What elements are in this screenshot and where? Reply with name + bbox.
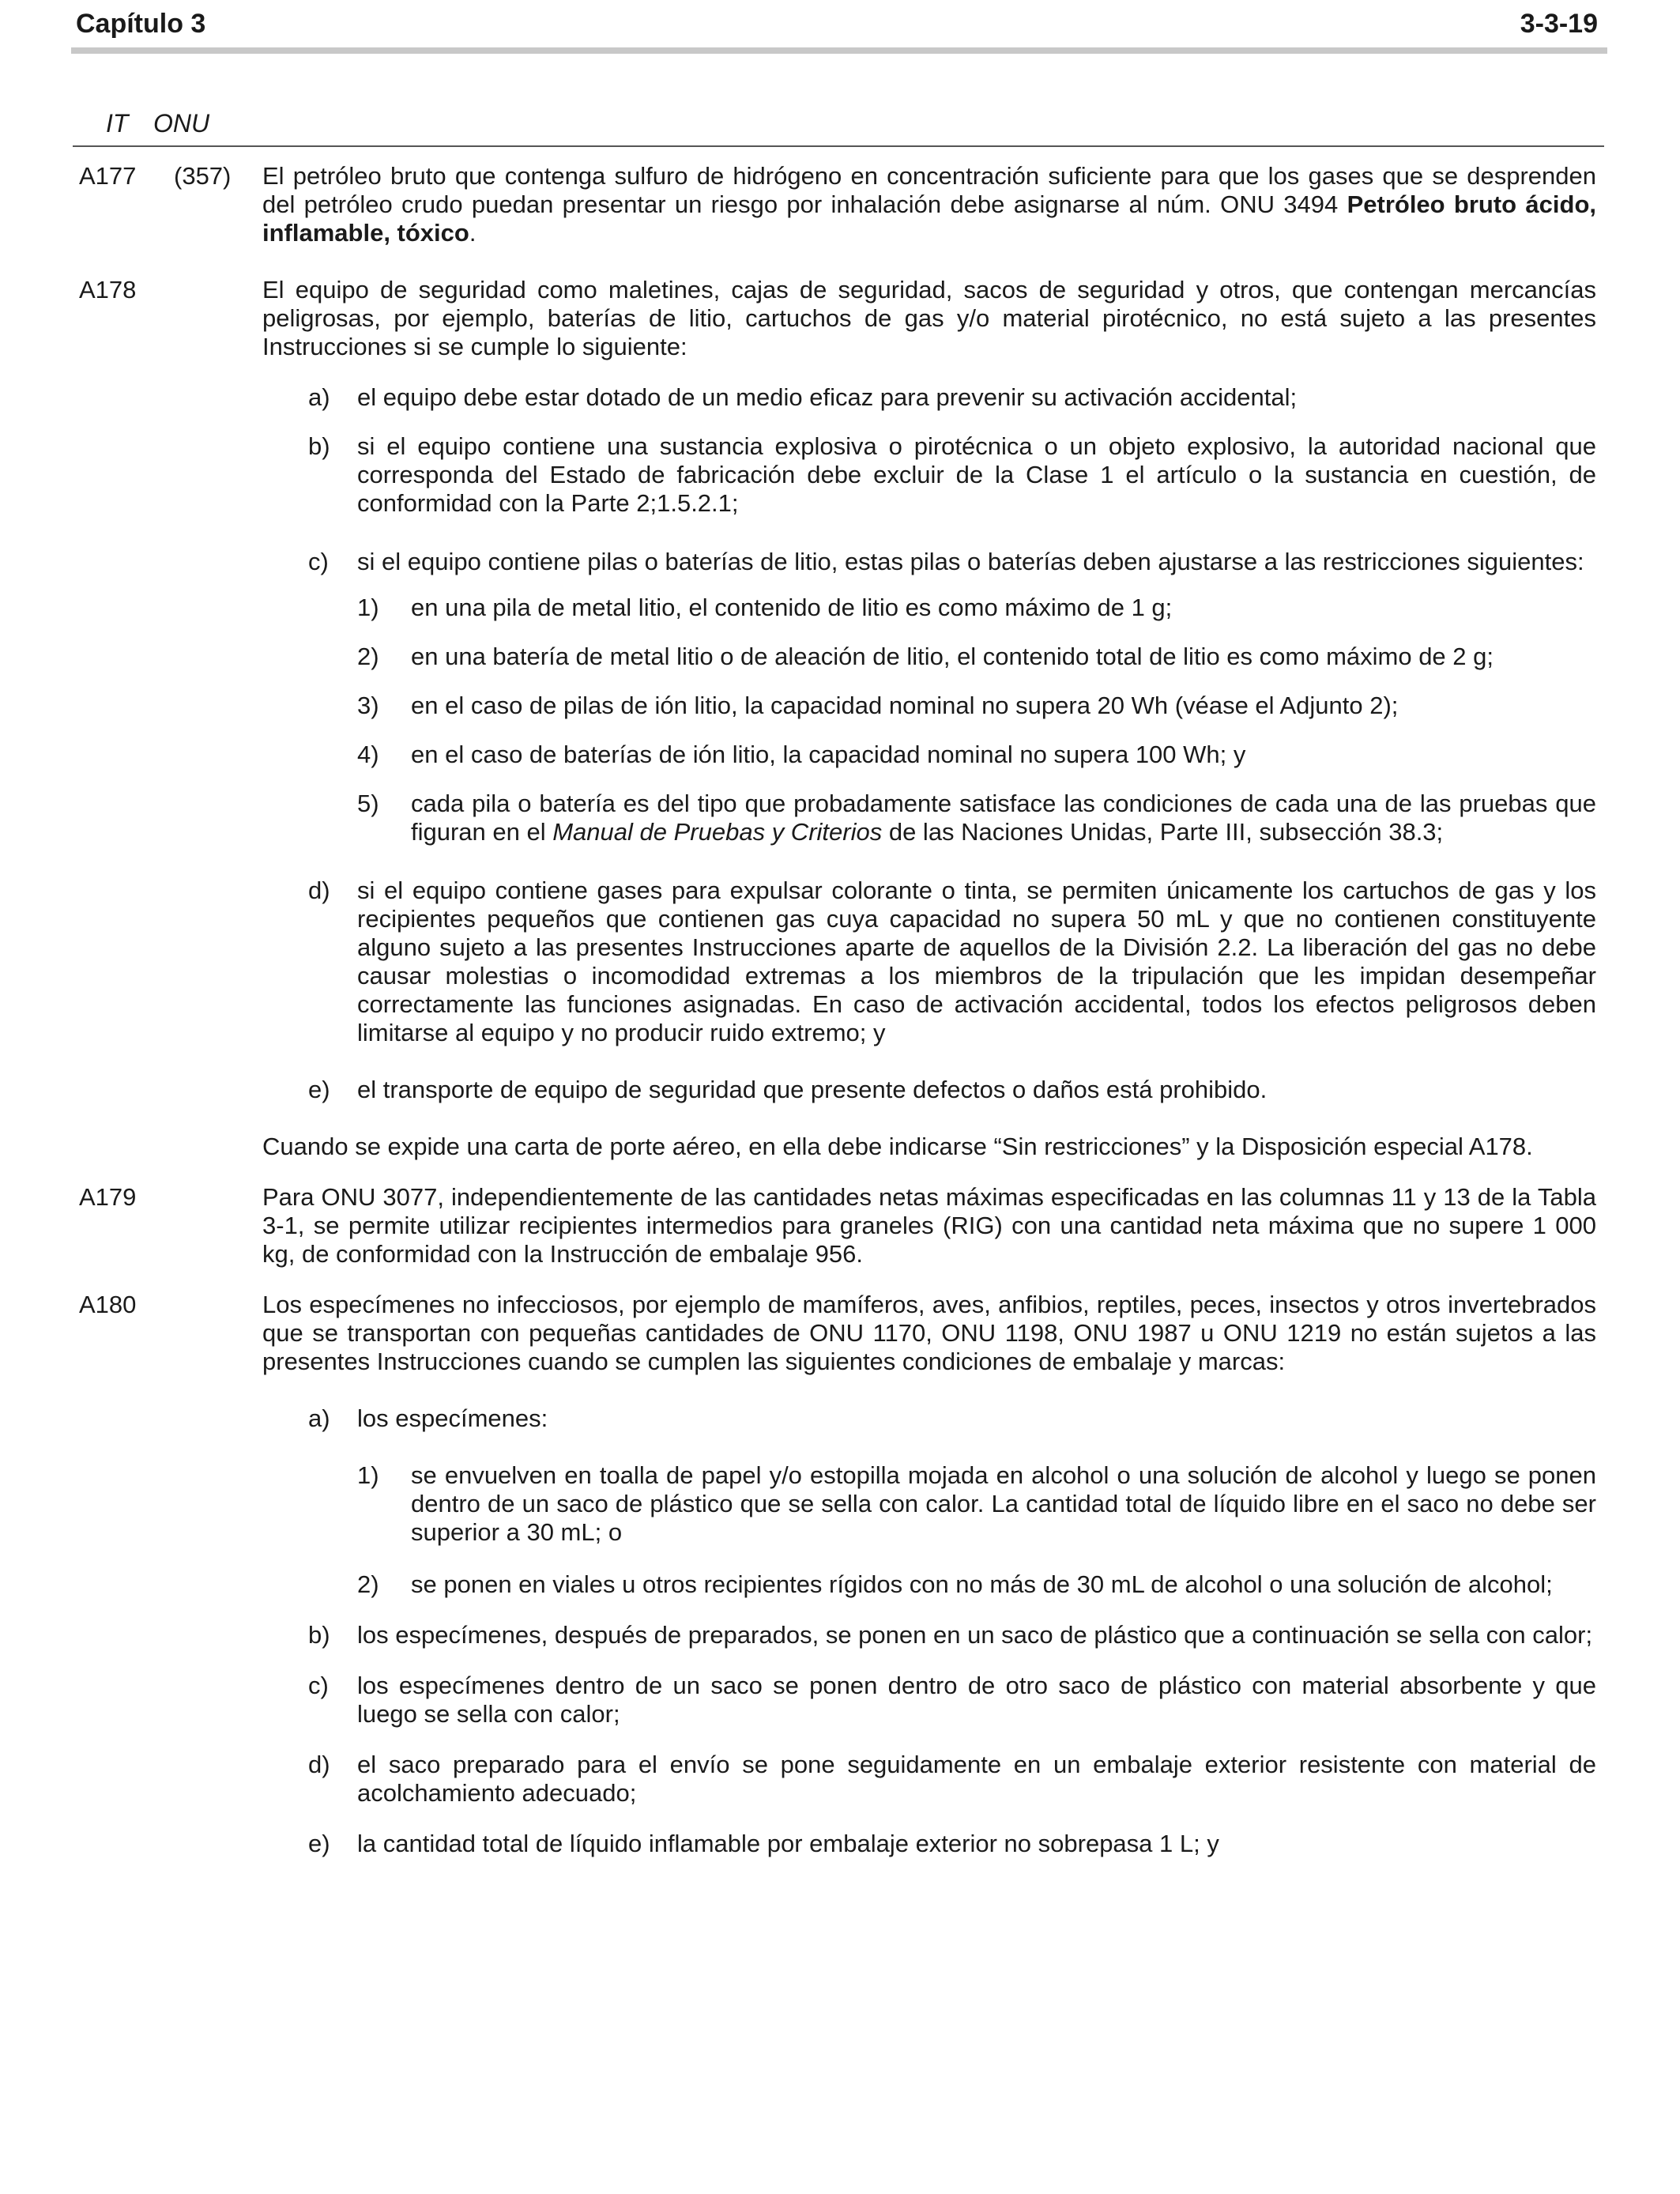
provision-text — [262, 162, 1596, 247]
condition-item-b — [262, 1621, 1596, 1649]
sub-item-text: se ponen en viales u otros recipientes rígidos con no más de 30 mL de alcohol o una solución de alcohol; — [411, 1570, 1553, 1598]
item-text: el saco preparado para el envío se pone seguidamente en un embalaje exterior resistente con material de acolchamiento adecuado; — [357, 1751, 1596, 1807]
item-text: el equipo debe estar dotado de un medio eficaz para prevenir su activación accidental; — [357, 383, 1298, 411]
item-text: los especímenes dentro de un saco se ponen dentro de otro saco de plástico con material absorbente y que luego se sella con calor; — [357, 1672, 1596, 1728]
sub-item-1 — [357, 1461, 1596, 1547]
provision-text-end: . — [469, 219, 477, 247]
sub-item-marker: 3) — [357, 692, 379, 719]
item-marker: a) — [308, 383, 330, 411]
provision-a180 — [0, 1291, 1680, 1858]
sub-item-5 — [357, 790, 1596, 846]
sub-item-text: en una batería de metal litio o de aleación de litio, el contenido total de litio es como máximo de 2 g; — [411, 643, 1494, 670]
sub-item-text: cada pila o batería es del tipo que probadamente satisface las condiciones de cada una de las pruebas que figuran en el — [411, 790, 1596, 846]
column-header-it: IT — [106, 109, 129, 138]
item-marker: b) — [308, 1621, 330, 1649]
item-text: si el equipo contiene una sustancia explosiva o pirotécnica o un objeto explosivo, la autoridad nacional que corresponda del Estado de fabricación debe excluir de la Clase 1 el artículo o la sustancia en cuestión, de conformidad con la Parte 2;1.5.2.1; — [357, 432, 1596, 517]
sub-item-marker: 2) — [357, 643, 379, 670]
sub-item-marker: 2) — [357, 1570, 379, 1598]
column-header-onu: ONU — [153, 109, 210, 138]
provision-a178 — [0, 276, 1680, 1161]
item-text: si el equipo contiene gases para expulsar colorante o tinta, se permiten únicamente los cartuchos de gas y los recipientes pequeños que contienen gas cuya capacidad no supera 50 mL y que no contienen constituyente alguno sujeto a las presentes Instrucciones aparte de aquellos de la División 2.2. La liberación del gas no debe causar molestias o incomodidad extremas a los miembros de la tripulación que les impidan desempeñar correctamente las funciones asignadas. En caso de activación accidental, todos los efectos peligrosos deben limitarse al equipo y no producir ruido extremo; y — [357, 876, 1596, 1046]
provision-a177 — [0, 162, 1680, 247]
condition-item-c — [262, 1672, 1596, 1728]
item-text: el transporte de equipo de seguridad que presente defectos o daños está prohibido. — [357, 1076, 1268, 1103]
sub-item-marker: 5) — [357, 790, 379, 817]
provision-a179 — [0, 1183, 1680, 1269]
provision-text-part: El petróleo bruto que contenga sulfuro de hidrógeno en concentración suficiente para que los gases que se desprenden del petróleo crudo puedan presentar un riesgo por inhalación debe asignarse al núm. ONU 3494 — [262, 162, 1596, 218]
provision-text — [262, 1291, 1596, 1858]
condition-item-e — [262, 1830, 1596, 1858]
sub-item-text: en el caso de pilas de ión litio, la capacidad nominal no supera 20 Wh (véase el Adjunto 2); — [411, 692, 1399, 719]
sub-item-marker: 4) — [357, 741, 379, 768]
item-text: la cantidad total de líquido inflamable por embalaje exterior no sobrepasa 1 L; y — [357, 1830, 1219, 1857]
item-marker: d) — [308, 876, 330, 904]
condition-list — [262, 383, 1596, 1104]
item-marker: e) — [308, 1076, 330, 1103]
item-marker: d) — [308, 1751, 330, 1778]
item-text: los especímenes, después de preparados, se ponen en un saco de plástico que a continuación se sella con calor; — [357, 1621, 1593, 1649]
sub-item-marker: 1) — [357, 1461, 379, 1489]
provision-text — [262, 276, 1596, 1161]
provision-intro: El equipo de seguridad como maletines, cajas de seguridad, sacos de seguridad y otros, que contengan mercancías peligrosas, por ejemplo, baterías de litio, cartuchos de gas y/o material pirotécnico, no está sujeto a las presentes Instrucciones si se cumple lo siguiente: — [262, 276, 1596, 360]
sub-item-1 — [357, 594, 1596, 622]
column-header-divider — [73, 145, 1604, 147]
sub-item-4 — [357, 741, 1596, 769]
item-marker: c) — [308, 1672, 329, 1699]
condition-list — [262, 1404, 1596, 1858]
item-text: si el equipo contiene pilas o baterías de litio, estas pilas o baterías deben ajustarse a las restricciones siguientes: — [357, 548, 1584, 575]
provision-code: A179 — [79, 1183, 137, 1211]
sub-item-text: en una pila de metal litio, el contenido de litio es como máximo de 1 g; — [411, 594, 1173, 621]
provision-code: A178 — [79, 276, 137, 303]
manual-title: Manual de Pruebas y Criterios — [552, 818, 883, 846]
condition-item-d — [262, 1751, 1596, 1808]
provision-intro: Los especímenes no infecciosos, por ejemplo de mamíferos, aves, anfibios, reptiles, peces, insectos y otros invertebrados que se transportan con pequeñas cantidades de ONU 1170, ONU 1198, ONU 1987 u ONU 1219 no están sujetos a las presentes Instrucciones cuando se cumplen las siguientes condiciones de embalaje y marcas: — [262, 1291, 1596, 1375]
sub-item-text: en el caso de baterías de ión litio, la capacidad nominal no supera 100 Wh; y — [411, 741, 1246, 768]
provision-code: A180 — [79, 1291, 137, 1318]
item-marker: e) — [308, 1830, 330, 1857]
chapter-title: Capítulo 3 — [76, 9, 206, 39]
condition-item-b — [262, 432, 1596, 518]
sub-item-2 — [357, 1570, 1596, 1599]
item-marker: b) — [308, 432, 330, 460]
sub-item-text-cont: de las Naciones Unidas, Parte III, subsección 38.3; — [882, 818, 1444, 846]
condition-item-a — [262, 383, 1596, 412]
provision-text: Para ONU 3077, independientemente de las cantidades netas máximas especificadas en las columnas 11 y 13 de la Tabla 3-1, se permite utilizar recipientes intermedios para graneles (RIG) con una cantidad neta máxima que no supere 1 000 kg, de conformidad con la Instrucción de embalaje 956. — [262, 1183, 1596, 1268]
header-divider — [71, 47, 1607, 54]
condition-item-e — [262, 1076, 1596, 1104]
provision-code: A177 — [79, 162, 137, 190]
condition-item-c — [262, 548, 1596, 846]
sub-item-marker: 1) — [357, 594, 379, 621]
item-text: los especímenes: — [357, 1404, 548, 1432]
condition-item-d — [262, 876, 1596, 1047]
provisions-body — [0, 162, 1680, 1879]
un-reference: (357) — [174, 162, 232, 190]
item-marker: c) — [308, 548, 329, 575]
page-number: 3-3-19 — [1520, 9, 1598, 39]
sub-item-text: se envuelven en toalla de papel y/o estopilla mojada en alcohol o una solución de alcohol y luego se ponen dentro de un saco de plástico que se sella con calor. La cantidad total de líquido libre en el saco no debe ser superior a 30 mL; o — [411, 1461, 1596, 1546]
provision-closing: Cuando se expide una carta de porte aéreo, en ella debe indicarse “Sin restricciones” y la Disposición especial A178. — [262, 1133, 1533, 1160]
page-header — [74, 6, 1604, 47]
condition-item-a — [262, 1404, 1596, 1599]
sub-item-3 — [357, 692, 1596, 720]
item-marker: a) — [308, 1404, 330, 1432]
provision-text-bold: Petróleo bruto ácido, inflamable, tóxico — [262, 190, 1596, 247]
sub-item-2 — [357, 643, 1596, 671]
